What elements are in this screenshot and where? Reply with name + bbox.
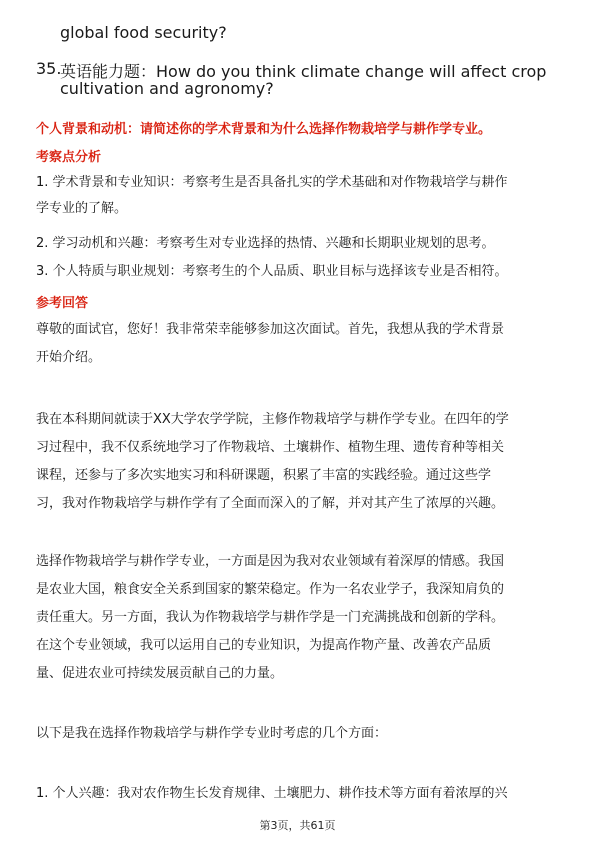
answer-line: 以下是我在选择作物栽培学与耕作学专业时考虑的几个方面： (36, 726, 388, 741)
question-text-line1: 英语能力题：How do you think climate change will affect crop (60, 62, 547, 81)
answer-line: 1. 个人兴趣：我对农作物生长发育规律、土壤肥力、耕作技术等方面有着浓厚的兴 (36, 786, 508, 801)
analysis-item: 3. 个人特质与职业规划：考察考生的个人品质、职业目标与选择该专业是否相符。 (36, 264, 508, 279)
question-text-line2: cultivation and agronomy? (60, 79, 274, 98)
analysis-item: 2. 学习动机和兴趣：考察考生对专业选择的热情、兴趣和长期职业规划的思考。 (36, 236, 495, 251)
answer-line: 习，我对作物栽培学与耕作学有了全面而深入的了解，并对其产生了浓厚的兴趣。 (36, 496, 505, 511)
answer-line: 选择作物栽培学与耕作学专业，一方面是因为我对农业领域有着深厚的情感。我国 (36, 554, 505, 569)
answer-line: 是农业大国，粮食安全关系到国家的繁荣稳定。作为一名农业学子，我深知肩负的 (36, 582, 505, 597)
question-continuation: global food security? (60, 23, 227, 42)
answer-line: 尊敬的面试官，您好！我非常荣幸能够参加这次面试。首先，我想从我的学术背景 (36, 322, 505, 337)
analysis-heading: 考察点分析 (36, 150, 102, 165)
answer-line: 责任重大。另一方面，我认为作物栽培学与耕作学是一门充满挑战和创新的学科。 (36, 610, 505, 625)
analysis-item: 学专业的了解。 (36, 201, 128, 216)
question-number: 35. (36, 59, 62, 78)
answer-heading: 参考回答 (36, 296, 89, 311)
answer-line: 我在本科期间就读于XX大学农学学院，主修作物栽培学与耕作学专业。在四年的学 (36, 412, 509, 427)
section-title: 个人背景和动机：请简述你的学术背景和为什么选择作物栽培学与耕作学专业。 (36, 122, 492, 137)
answer-line: 量、促进农业可持续发展贡献自己的力量。 (36, 666, 284, 681)
analysis-item: 1. 学术背景和专业知识：考察考生是否具备扎实的学术基础和对作物栽培学与耕作 (36, 175, 508, 190)
answer-line: 课程，还参与了多次实地实习和科研课题，积累了丰富的实践经验。通过这些学 (36, 468, 492, 483)
answer-line: 习过程中，我不仅系统地学习了作物栽培、土壤耕作、植物生理、遗传育种等相关 (36, 440, 505, 455)
page-footer: 第3页，共61页 (259, 819, 336, 832)
answer-line: 开始介绍。 (36, 350, 102, 365)
answer-line: 在这个专业领域，我可以运用自己的专业知识，为提高作物产量、改善农产品质 (36, 638, 492, 653)
